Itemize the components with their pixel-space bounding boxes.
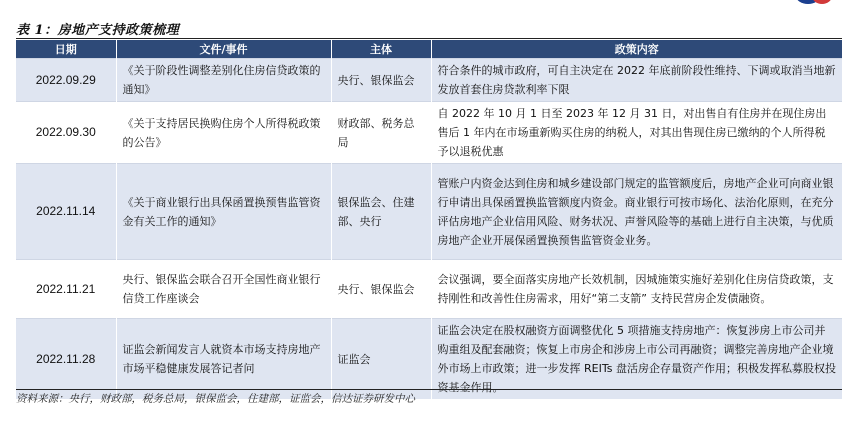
cell-content: 证监会决定在股权融资方面调整优化 5 项措施支持房地产：恢复涉房上市公司并购重组及配套融资；恢复上市房企和涉房上市公司再融资；调整完善房地产企业境外市场上市政策；进一步发挥 REITs 盘活房企存量资产作用；积极发挥私募股权投资基金作用。	[431, 319, 842, 400]
table-row	[16, 260, 842, 319]
cell-date: 2022.11.21	[16, 260, 116, 319]
table-row	[16, 102, 842, 164]
table-header-row	[16, 40, 842, 59]
cell-content: 会议强调，要全面落实房地产长效机制，因城施策实施好差别化住房信贷政策，支持刚性和改善性住房需求，用好“第二支箭” 支持民营房企发债融资。	[431, 260, 842, 319]
cell-document: 《关于阶段性调整差别化住房信贷政策的通知》	[116, 59, 331, 102]
source-note: 资料来源：央行，财政部，税务总局，银保监会，住建部，证监会，信达证券研发中心	[16, 393, 415, 405]
cell-subject: 财政部、税务总局	[331, 102, 431, 164]
top-rule	[16, 38, 842, 39]
cell-date: 2022.09.30	[16, 102, 116, 164]
col-header-content: 政策内容	[431, 40, 842, 59]
bottom-rule	[16, 389, 842, 390]
cell-subject: 银保监会、住建部、央行	[331, 164, 431, 260]
policy-table	[16, 40, 842, 399]
cell-date: 2022.11.28	[16, 319, 116, 400]
cell-content: 管账户内资金达到住房和城乡建设部门规定的监管额度后，房地产企业可向商业银行申请出具保函置换监管额度内资金。商业银行可按市场化、法治化原则，在充分评估房地产企业信用风险、财务状况、声誉风险等的基础上进行自主决策，与优质房地产企业开展保函置换预售监管资金业务。	[431, 164, 842, 260]
cell-subject: 证监会	[331, 319, 431, 400]
cell-content: 符合条件的城市政府，可自主决定在 2022 年底前阶段性维持、下调或取消当地新发放首套住房贷款利率下限	[431, 59, 842, 102]
cell-content: 自 2022 年 10 月 1 日至 2023 年 12 月 31 日，对出售自有住房并在现住房出售后 1 年内在市场重新购买住房的纳税人，对其出售现住房已缴纳的个人所得税予以退税优惠	[431, 102, 842, 164]
cell-date: 2022.11.14	[16, 164, 116, 260]
col-header-date: 日期	[16, 40, 116, 59]
table-row	[16, 164, 842, 260]
cell-document: 证监会新闻发言人就资本市场支持房地产市场平稳健康发展答记者问	[116, 319, 331, 400]
cell-date: 2022.09.29	[16, 59, 116, 102]
col-header-document: 文件/事件	[116, 40, 331, 59]
brand-logo-icon	[796, 0, 832, 6]
cell-document: 央行、银保监会联合召开全国性商业银行信贷工作座谈会	[116, 260, 331, 319]
cell-document: 《关于商业银行出具保函置换预售监管资金有关工作的通知》	[116, 164, 331, 260]
table-row	[16, 59, 842, 102]
col-header-subject: 主体	[331, 40, 431, 59]
table-row	[16, 319, 842, 400]
table-title: 表 1：房地产支持政策梳理	[16, 23, 180, 38]
cell-subject: 央行、银保监会	[331, 260, 431, 319]
cell-subject: 央行、银保监会	[331, 59, 431, 102]
cell-document: 《关于支持居民换购住房个人所得税政策的公告》	[116, 102, 331, 164]
